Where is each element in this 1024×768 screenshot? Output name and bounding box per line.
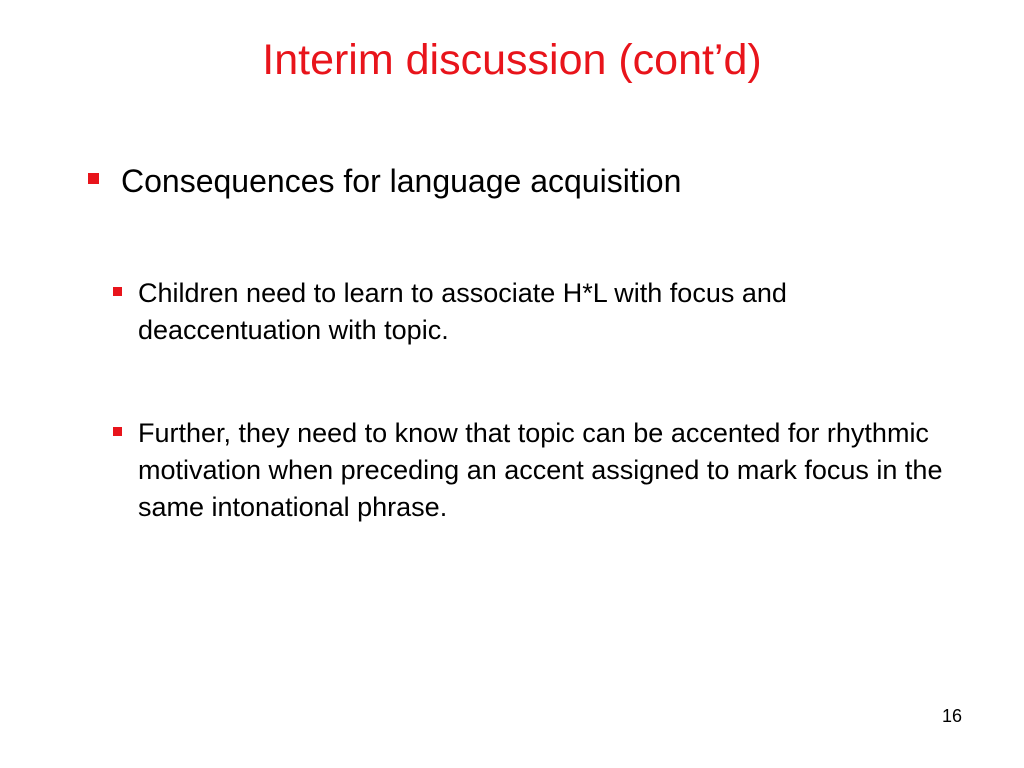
square-bullet-icon xyxy=(88,173,99,184)
square-bullet-icon xyxy=(113,427,122,436)
slide-title: Interim discussion (cont’d) xyxy=(262,36,762,84)
sub-bullet-item xyxy=(113,275,973,349)
sub-bullet-item xyxy=(113,415,973,526)
sub-bullet-text: Children need to learn to associate H*L with focus and deaccentuation with topic. xyxy=(138,278,787,345)
bullet-item xyxy=(88,159,681,203)
sub-bullet-text: Further, they need to know that topic can be accented for rhythmic motivation when preceding an accent assigned to mark focus in the same intonational phrase. xyxy=(138,418,943,522)
page-number: 16 xyxy=(941,706,962,726)
bullet-text: Consequences for language acquisition xyxy=(121,163,682,199)
square-bullet-icon xyxy=(113,287,122,296)
